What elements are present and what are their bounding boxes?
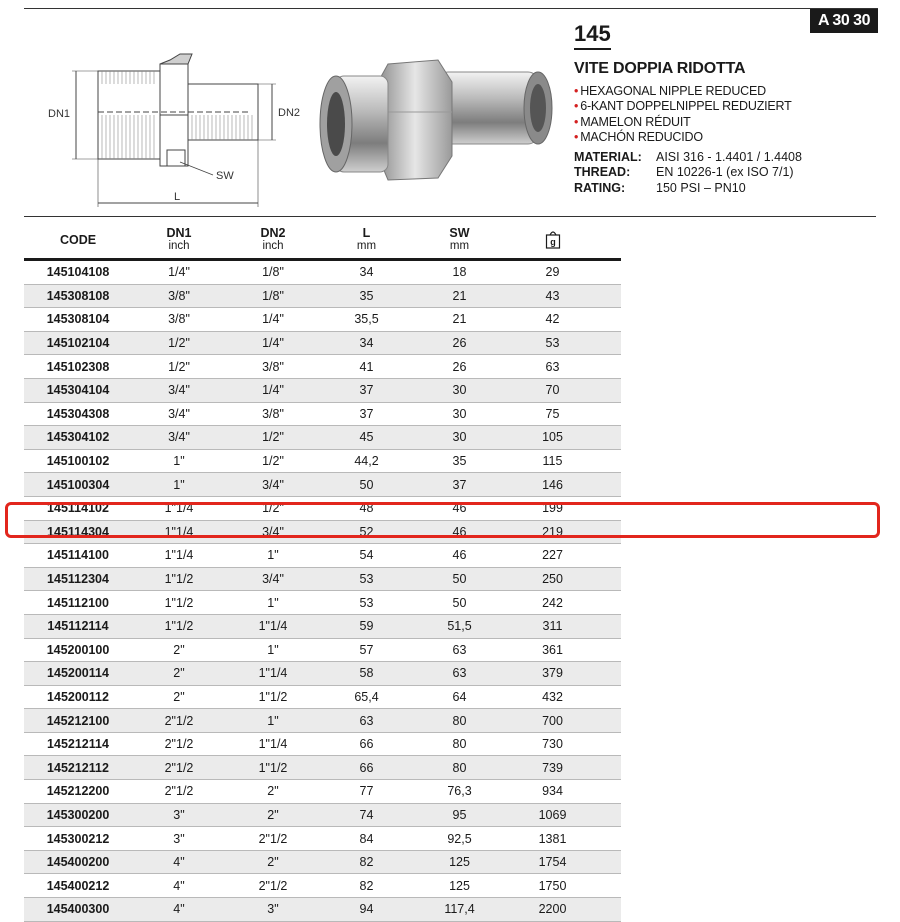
cell-spacer xyxy=(599,567,621,591)
cell-code: 145114100 xyxy=(24,544,132,568)
cell-dn2: 2"1/2 xyxy=(226,827,320,851)
cell-dn1: 2"1/2 xyxy=(132,756,226,780)
cell-l: 34 xyxy=(320,331,413,355)
header-length: L mm xyxy=(320,222,413,260)
cell-sw: 46 xyxy=(413,520,506,544)
table-row xyxy=(24,732,621,756)
table-row xyxy=(24,378,621,402)
cell-sw: 125 xyxy=(413,850,506,874)
cell-code: 145212100 xyxy=(24,709,132,733)
cell-spacer xyxy=(599,803,621,827)
cell-spacer xyxy=(599,685,621,709)
cell-sw: 35 xyxy=(413,449,506,473)
table-row xyxy=(24,638,621,662)
cell-weight: 43 xyxy=(506,284,599,308)
cell-sw: 50 xyxy=(413,591,506,615)
cell-dn2: 3/4" xyxy=(226,567,320,591)
cell-sw: 21 xyxy=(413,284,506,308)
cell-dn2: 1/4" xyxy=(226,331,320,355)
table-row xyxy=(24,709,621,733)
cell-dn2: 1" xyxy=(226,709,320,733)
cell-code: 145212112 xyxy=(24,756,132,780)
cell-code: 145300212 xyxy=(24,827,132,851)
cell-code: 145112114 xyxy=(24,614,132,638)
bullet-icon: • xyxy=(574,114,579,129)
specs-block xyxy=(574,150,802,196)
sw-label: SW xyxy=(216,170,234,182)
table-row xyxy=(24,662,621,686)
cell-code: 145200112 xyxy=(24,685,132,709)
cell-sw: 18 xyxy=(413,260,506,285)
cell-l: 84 xyxy=(320,827,413,851)
cell-code: 145102308 xyxy=(24,355,132,379)
cell-sw: 30 xyxy=(413,426,506,450)
table-row xyxy=(24,874,621,898)
cell-dn1: 1"1/4 xyxy=(132,520,226,544)
cell-weight: 730 xyxy=(506,732,599,756)
table-row xyxy=(24,426,621,450)
cell-spacer xyxy=(599,426,621,450)
cell-sw: 117,4 xyxy=(413,898,506,922)
cell-weight: 1381 xyxy=(506,827,599,851)
cell-dn1: 1/2" xyxy=(132,331,226,355)
cell-dn1: 3" xyxy=(132,803,226,827)
cell-sw: 50 xyxy=(413,567,506,591)
cell-dn1: 1" xyxy=(132,473,226,497)
table-row xyxy=(24,284,621,308)
cell-code: 145304104 xyxy=(24,378,132,402)
cell-dn2: 2" xyxy=(226,780,320,804)
svg-text:g: g xyxy=(549,236,556,247)
cell-dn2: 3/8" xyxy=(226,355,320,379)
cell-spacer xyxy=(599,874,621,898)
technical-drawing xyxy=(30,40,300,215)
cell-weight: 2200 xyxy=(506,898,599,922)
cell-weight: 42 xyxy=(506,308,599,332)
cell-dn2: 1" xyxy=(226,638,320,662)
cell-dn1: 2" xyxy=(132,685,226,709)
cell-code: 145300200 xyxy=(24,803,132,827)
cell-spacer xyxy=(599,591,621,615)
cell-l: 82 xyxy=(320,874,413,898)
cell-l: 52 xyxy=(320,520,413,544)
cell-dn2: 1/4" xyxy=(226,308,320,332)
cell-dn1: 4" xyxy=(132,874,226,898)
cell-l: 44,2 xyxy=(320,449,413,473)
cell-spacer xyxy=(599,827,621,851)
cell-dn2: 1/2" xyxy=(226,496,320,520)
cell-code: 145304102 xyxy=(24,426,132,450)
cell-code: 145100102 xyxy=(24,449,132,473)
cell-weight: 146 xyxy=(506,473,599,497)
cell-weight: 75 xyxy=(506,402,599,426)
cell-l: 37 xyxy=(320,402,413,426)
cell-dn2: 3/8" xyxy=(226,402,320,426)
cell-l: 66 xyxy=(320,732,413,756)
cell-code: 145100304 xyxy=(24,473,132,497)
table-row xyxy=(24,331,621,355)
cell-code: 145112100 xyxy=(24,591,132,615)
top-rule xyxy=(24,8,878,9)
spec-rating: RATING: 150 PSI – PN10 xyxy=(574,180,746,195)
cell-sw: 46 xyxy=(413,496,506,520)
product-title: VITE DOPPIA RIDOTTA xyxy=(574,60,746,77)
cell-l: 53 xyxy=(320,591,413,615)
cell-l: 35,5 xyxy=(320,308,413,332)
cell-weight: 105 xyxy=(506,426,599,450)
cell-dn2: 1"1/2 xyxy=(226,685,320,709)
cell-weight: 242 xyxy=(506,591,599,615)
cell-dn1: 1"1/4 xyxy=(132,496,226,520)
cell-dn2: 2"1/2 xyxy=(226,874,320,898)
cell-l: 45 xyxy=(320,426,413,450)
cell-dn2: 1/2" xyxy=(226,449,320,473)
cell-sw: 125 xyxy=(413,874,506,898)
cell-spacer xyxy=(599,780,621,804)
cell-spacer xyxy=(599,284,621,308)
cell-spacer xyxy=(599,378,621,402)
cell-spacer xyxy=(599,732,621,756)
cell-dn1: 3" xyxy=(132,827,226,851)
cell-code: 145308104 xyxy=(24,308,132,332)
table-row xyxy=(24,473,621,497)
cell-code: 145212200 xyxy=(24,780,132,804)
cell-spacer xyxy=(599,260,621,285)
cell-dn2: 1/2" xyxy=(226,426,320,450)
cell-weight: 63 xyxy=(506,355,599,379)
table-row xyxy=(24,260,621,285)
header-dn2: DN2 inch xyxy=(226,222,320,260)
cell-sw: 64 xyxy=(413,685,506,709)
cell-code: 145112304 xyxy=(24,567,132,591)
cell-l: 54 xyxy=(320,544,413,568)
cell-dn2: 1"1/2 xyxy=(226,756,320,780)
cell-spacer xyxy=(599,662,621,686)
table-row xyxy=(24,520,621,544)
bullet-icon: • xyxy=(574,84,579,98)
table-row xyxy=(24,614,621,638)
cell-dn1: 1/4" xyxy=(132,260,226,285)
product-photo xyxy=(318,52,560,192)
header-weight xyxy=(506,222,599,260)
cell-weight: 361 xyxy=(506,638,599,662)
table-row xyxy=(24,567,621,591)
table-row xyxy=(24,780,621,804)
cell-l: 77 xyxy=(320,780,413,804)
cell-dn1: 1"1/2 xyxy=(132,591,226,615)
cell-l: 82 xyxy=(320,850,413,874)
cell-spacer xyxy=(599,638,621,662)
cell-dn1: 3/8" xyxy=(132,308,226,332)
cell-l: 37 xyxy=(320,378,413,402)
cell-code: 145200100 xyxy=(24,638,132,662)
cell-weight: 1069 xyxy=(506,803,599,827)
cell-sw: 80 xyxy=(413,756,506,780)
table-row xyxy=(24,756,621,780)
table-row xyxy=(24,803,621,827)
cell-dn1: 1"1/2 xyxy=(132,567,226,591)
cell-dn1: 3/4" xyxy=(132,426,226,450)
cell-sw: 92,5 xyxy=(413,827,506,851)
cell-dn2: 3" xyxy=(226,898,320,922)
table-row xyxy=(24,850,621,874)
cell-sw: 51,5 xyxy=(413,614,506,638)
cell-weight: 29 xyxy=(506,260,599,285)
cell-l: 58 xyxy=(320,662,413,686)
translation-item: • MACHÓN REDUCIDO xyxy=(574,130,703,145)
table-row xyxy=(24,544,621,568)
translation-item: • HEXAGONAL NIPPLE REDUCED xyxy=(574,84,766,98)
cell-weight: 70 xyxy=(506,378,599,402)
cell-code: 145102104 xyxy=(24,331,132,355)
cell-code: 145104108 xyxy=(24,260,132,285)
dn2-label: DN2 xyxy=(278,107,300,119)
cell-weight: 379 xyxy=(506,662,599,686)
table-row xyxy=(24,308,621,332)
spec-material: MATERIAL: AISI 316 - 1.4401 / 1.4408 xyxy=(574,150,802,164)
cell-dn1: 3/4" xyxy=(132,402,226,426)
cell-l: 41 xyxy=(320,355,413,379)
table-row xyxy=(24,827,621,851)
cell-code: 145114102 xyxy=(24,496,132,520)
cell-spacer xyxy=(599,308,621,332)
cell-weight: 739 xyxy=(506,756,599,780)
cell-sw: 80 xyxy=(413,732,506,756)
cell-weight: 250 xyxy=(506,567,599,591)
cell-dn1: 2" xyxy=(132,662,226,686)
cell-weight: 1754 xyxy=(506,850,599,874)
cell-sw: 63 xyxy=(413,638,506,662)
cell-dn1: 2"1/2 xyxy=(132,709,226,733)
cell-sw: 26 xyxy=(413,331,506,355)
cell-spacer xyxy=(599,331,621,355)
cell-sw: 30 xyxy=(413,402,506,426)
cell-sw: 21 xyxy=(413,308,506,332)
cell-l: 94 xyxy=(320,898,413,922)
cell-dn2: 1"1/4 xyxy=(226,614,320,638)
cell-spacer xyxy=(599,756,621,780)
cell-l: 59 xyxy=(320,614,413,638)
bullet-icon: • xyxy=(574,130,579,145)
table-row xyxy=(24,496,621,520)
bullet-icon: • xyxy=(574,99,579,114)
header-code: CODE xyxy=(24,222,132,260)
cell-weight: 432 xyxy=(506,685,599,709)
table-row xyxy=(24,449,621,473)
cell-l: 63 xyxy=(320,709,413,733)
table-body xyxy=(24,260,621,922)
cell-dn2: 1/4" xyxy=(226,378,320,402)
cell-dn2: 1" xyxy=(226,591,320,615)
cell-dn1: 2" xyxy=(132,638,226,662)
cell-l: 48 xyxy=(320,496,413,520)
cell-dn1: 2"1/2 xyxy=(132,732,226,756)
cell-l: 35 xyxy=(320,284,413,308)
cell-dn1: 1"1/4 xyxy=(132,544,226,568)
cell-dn2: 1" xyxy=(226,544,320,568)
table-row xyxy=(24,591,621,615)
cell-dn1: 3/4" xyxy=(132,378,226,402)
table-row xyxy=(24,355,621,379)
cell-l: 57 xyxy=(320,638,413,662)
cell-spacer xyxy=(599,898,621,922)
cell-dn2: 3/4" xyxy=(226,473,320,497)
catalog-badge: A 30 30 xyxy=(810,9,878,33)
cell-weight: 219 xyxy=(506,520,599,544)
cell-spacer xyxy=(599,496,621,520)
cell-weight: 311 xyxy=(506,614,599,638)
cell-dn1: 4" xyxy=(132,898,226,922)
cell-spacer xyxy=(599,473,621,497)
cell-spacer xyxy=(599,449,621,473)
cell-dn2: 2" xyxy=(226,803,320,827)
cell-weight: 700 xyxy=(506,709,599,733)
cell-code: 145212114 xyxy=(24,732,132,756)
cell-dn2: 1"1/4 xyxy=(226,662,320,686)
dimensions-table xyxy=(24,222,621,922)
cell-code: 145400300 xyxy=(24,898,132,922)
cell-l: 65,4 xyxy=(320,685,413,709)
cell-spacer xyxy=(599,402,621,426)
translation-item: • 6-KANT DOPPELNIPPEL REDUZIERT xyxy=(574,99,792,114)
cell-dn2: 2" xyxy=(226,850,320,874)
cell-dn2: 1/8" xyxy=(226,284,320,308)
table-row xyxy=(24,402,621,426)
cell-l: 50 xyxy=(320,473,413,497)
header-dn1: DN1 inch xyxy=(132,222,226,260)
cell-weight: 115 xyxy=(506,449,599,473)
cell-sw: 30 xyxy=(413,378,506,402)
section-rule xyxy=(24,216,876,217)
cell-l: 74 xyxy=(320,803,413,827)
cell-dn1: 1"1/2 xyxy=(132,614,226,638)
cell-l: 34 xyxy=(320,260,413,285)
cell-spacer xyxy=(599,614,621,638)
cell-sw: 95 xyxy=(413,803,506,827)
cell-code: 145400212 xyxy=(24,874,132,898)
cell-sw: 37 xyxy=(413,473,506,497)
cell-dn1: 3/8" xyxy=(132,284,226,308)
cell-l: 66 xyxy=(320,756,413,780)
header-sw: SW mm xyxy=(413,222,506,260)
cell-weight: 199 xyxy=(506,496,599,520)
cell-dn2: 1/8" xyxy=(226,260,320,285)
cell-dn1: 1/2" xyxy=(132,355,226,379)
cell-dn1: 1" xyxy=(132,449,226,473)
translations-list xyxy=(574,84,792,146)
cell-dn2: 1"1/4 xyxy=(226,732,320,756)
cell-weight: 934 xyxy=(506,780,599,804)
cell-code: 145304308 xyxy=(24,402,132,426)
cell-spacer xyxy=(599,355,621,379)
table-row xyxy=(24,685,621,709)
header-spacer xyxy=(599,222,621,260)
spec-thread: THREAD: EN 10226-1 (ex ISO 7/1) xyxy=(574,165,794,180)
cell-sw: 63 xyxy=(413,662,506,686)
table-header-row xyxy=(24,222,621,260)
cell-spacer xyxy=(599,520,621,544)
cell-sw: 76,3 xyxy=(413,780,506,804)
dn1-label: DN1 xyxy=(48,108,71,120)
cell-code: 145400200 xyxy=(24,850,132,874)
product-number: 145 xyxy=(574,22,611,50)
l-label: L xyxy=(174,191,181,203)
translation-item: • MAMELON RÉDUIT xyxy=(574,114,691,129)
cell-weight: 227 xyxy=(506,544,599,568)
cell-sw: 80 xyxy=(413,709,506,733)
cell-code: 145114304 xyxy=(24,520,132,544)
cell-dn1: 2"1/2 xyxy=(132,780,226,804)
cell-dn2: 3/4" xyxy=(226,520,320,544)
cell-code: 145200114 xyxy=(24,662,132,686)
cell-sw: 26 xyxy=(413,355,506,379)
cell-spacer xyxy=(599,850,621,874)
cell-weight: 1750 xyxy=(506,874,599,898)
cell-code: 145308108 xyxy=(24,284,132,308)
cell-spacer xyxy=(599,709,621,733)
weight-icon xyxy=(545,229,561,249)
cell-l: 53 xyxy=(320,567,413,591)
table-row xyxy=(24,898,621,922)
cell-weight: 53 xyxy=(506,331,599,355)
cell-spacer xyxy=(599,544,621,568)
cell-dn1: 4" xyxy=(132,850,226,874)
cell-sw: 46 xyxy=(413,544,506,568)
